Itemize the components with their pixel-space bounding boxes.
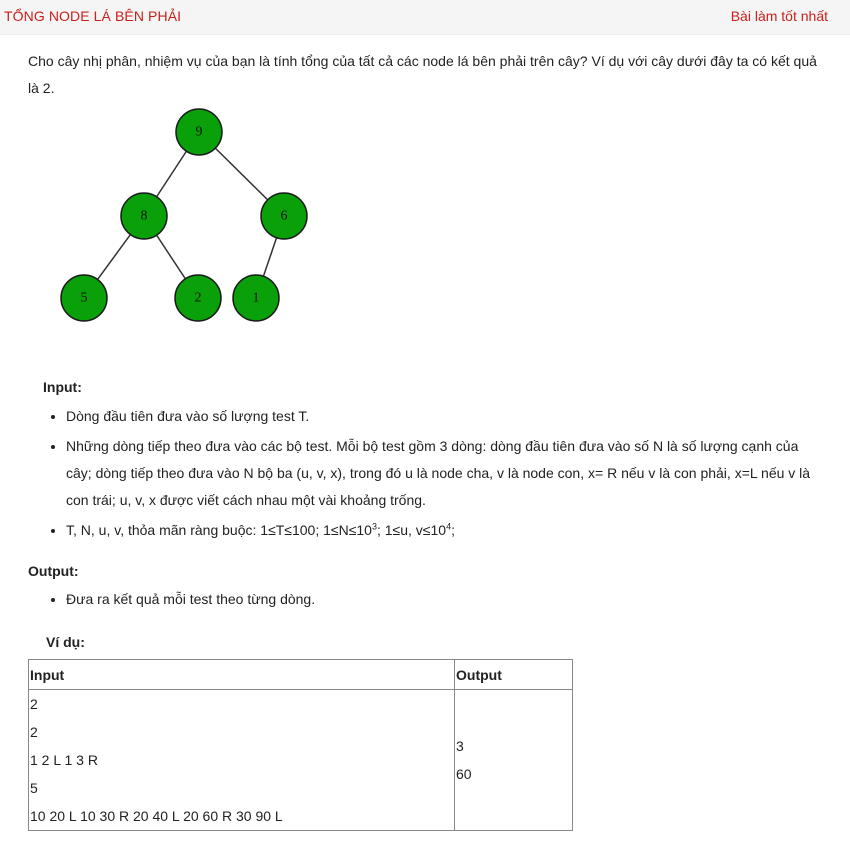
output-line: 3 xyxy=(456,738,464,754)
table-header-row xyxy=(29,660,573,690)
list-item: • Dòng đầu tiên đưa vào số lượng test T. xyxy=(66,403,824,430)
output-heading: Output: xyxy=(28,563,79,579)
example-output-cell xyxy=(455,690,573,831)
tree-node-label-8: 8 xyxy=(140,208,148,224)
example-table xyxy=(28,659,573,831)
output-line: 60 xyxy=(456,766,472,782)
table-row xyxy=(29,690,573,831)
tree-node-label-9: 9 xyxy=(195,124,203,140)
input-line: 2 xyxy=(30,696,38,712)
problem-content xyxy=(28,48,828,824)
tree-nodes xyxy=(61,109,307,321)
header-bar xyxy=(0,0,850,35)
constraints-item: • T, N, u, v, thỏa mãn ràng buộc: 1≤T≤100; $1\le N\le 10^3$; 1≤u, $v\le 10^4$; xyxy=(66,517,824,544)
tree-node-label-5: 5 xyxy=(80,290,88,306)
tree-node-label-2: 2 xyxy=(194,290,202,306)
input-column-header: Input xyxy=(29,660,455,690)
output-column-header: Output xyxy=(455,660,573,690)
tree-node-label-6: 6 xyxy=(280,208,288,224)
example-input-cell xyxy=(29,690,455,831)
input-line: 2 xyxy=(30,724,38,740)
binary-tree-diagram xyxy=(60,106,320,386)
output-description-list xyxy=(28,586,315,616)
input-description-list xyxy=(28,403,824,547)
problem-title: TỔNG NODE LÁ BÊN PHẢI xyxy=(4,8,182,24)
tree-node-label-1: 1 xyxy=(252,290,260,306)
best-solution-link[interactable]: Bài làm tốt nhất xyxy=(730,8,828,24)
input-line: 10 20 L 10 30 R 20 40 L 20 60 R 30 90 L xyxy=(30,808,283,824)
example-heading: Ví dụ: xyxy=(46,634,85,650)
problem-intro: Cho cây nhị phân, nhiệm vụ của bạn là tính tổng của tất cả các node lá bên phải trên cây? Ví dụ với cây dưới đây ta có kết quả là 2. xyxy=(28,53,817,96)
list-item: • Những dòng tiếp theo đưa vào các bộ test. Mỗi bộ test gồm 3 dòng: dòng đầu tiên đưa vào số N là số lượng cạnh của cây; dòng tiếp theo đưa vào N bộ ba (u, v, x), trong đó u là node cha, v là node con, x= R nếu v là con phải, x=L nếu v là con trái; u, v, x được viết cách nhau một vài khoảng trống. xyxy=(66,433,824,514)
input-heading: Input: xyxy=(43,379,82,395)
input-line: 5 xyxy=(30,780,38,796)
list-item: • Đưa ra kết quả mỗi test theo từng dòng. xyxy=(66,586,315,613)
input-line: 1 2 L 1 3 R xyxy=(30,752,98,768)
